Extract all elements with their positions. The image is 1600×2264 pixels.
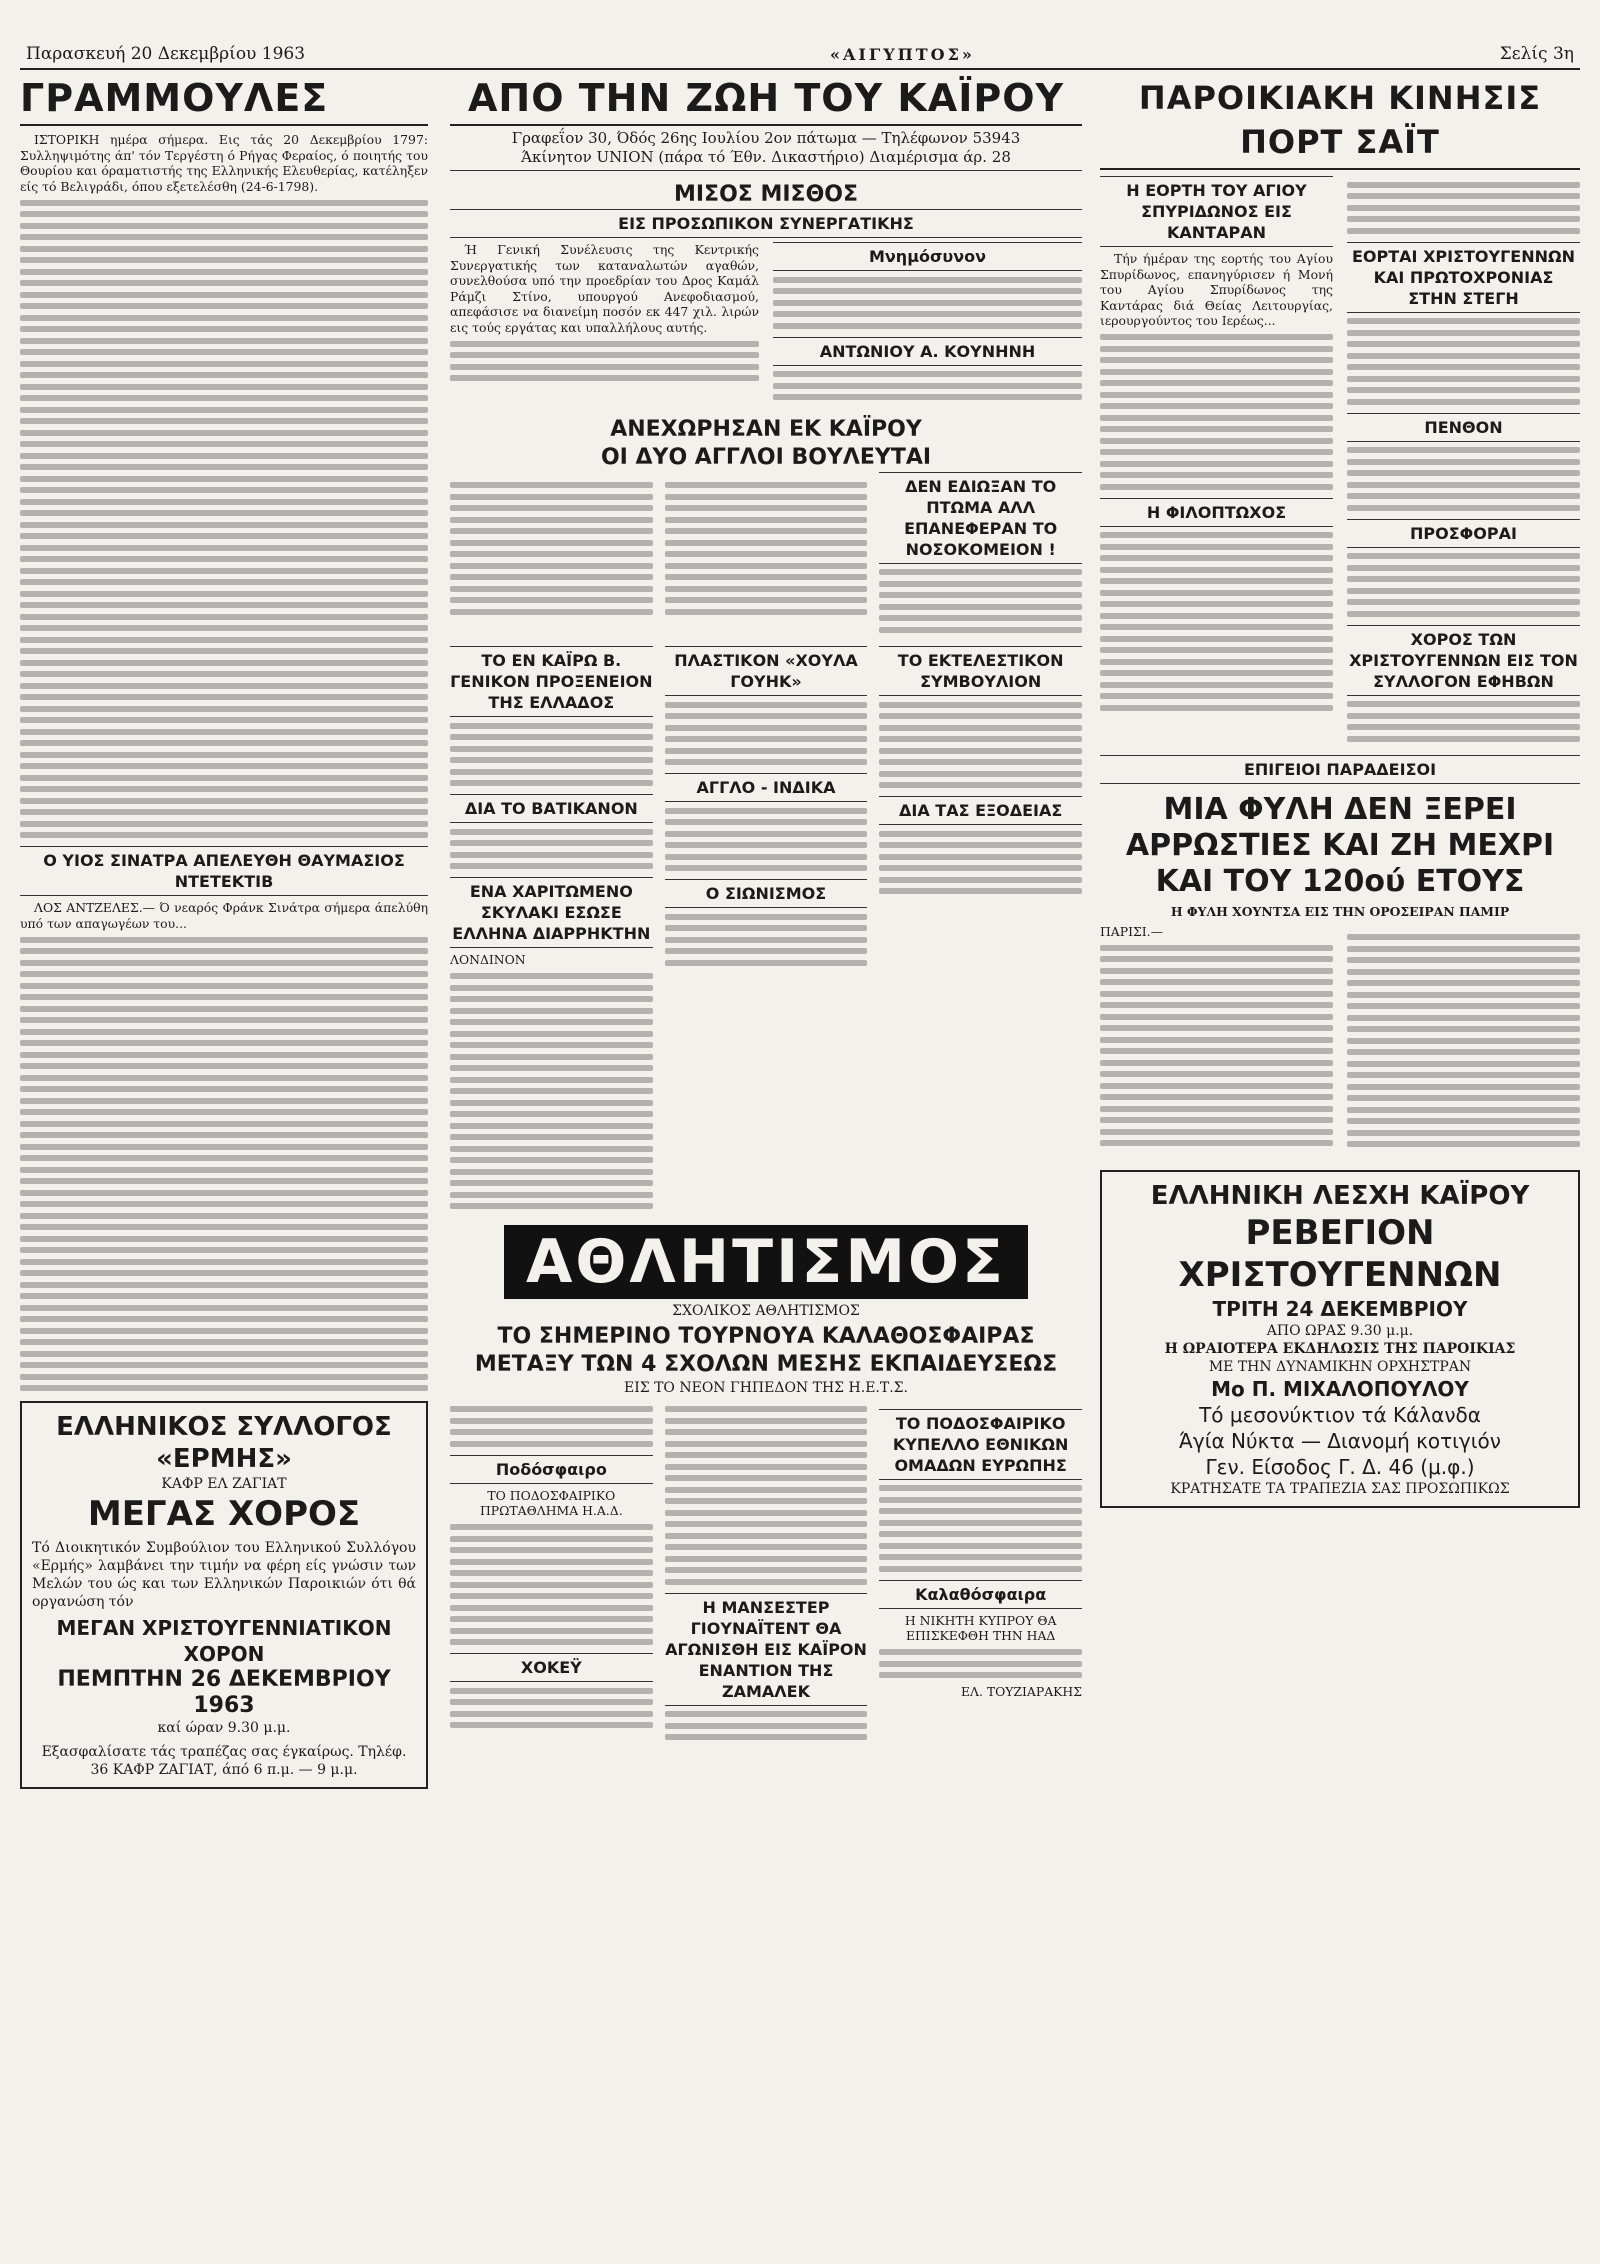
hermes-event: ΜΕΓΑΣ ΧΟΡΟΣ: [87, 1494, 361, 1534]
hermes-ball: ΜΕΓΑΝ ΧΡΙΣΤΟΥΓΕΝΝΙΑΤΙΚΟΝ ΧΟΡΟΝ: [56, 1616, 392, 1666]
sports-banner: ΑΘΛΗΤΙΣΜΟΣ: [504, 1225, 1028, 1299]
hermes-name: ΕΛΛΗΝΙΚΟΣ ΣΥΛΛΟΓΟΣ «ΕΡΜΗΣ»: [56, 1412, 392, 1474]
consulate-headline: ΤΟ ΕΝ ΚΑΪΡΩ Β. ΓΕΝΙΚΟΝ ΠΡΟΞΕΝΕΙΟΝ ΤΗΣ ΕΛΛΑΔΟΣ: [450, 646, 653, 717]
newspaper-name: «ΑΙΓΥΠΤΟΣ»: [829, 44, 975, 64]
page-number: Σελίς 3η: [1499, 44, 1574, 64]
club-orchestra: ΜΕ ΤΗΝ ΔΥΝΑΜΙΚΗΝ ΟΡΧΗΣΤΡΑΝ: [1208, 1358, 1472, 1375]
club-time: ΑΠΟ ΩΡΑΣ 9.30 μ.μ.: [1266, 1322, 1414, 1339]
euro-cup-headline: ΤΟ ΠΟΔΟΣΦΑΙΡΙΚΟ ΚΥΠΕΛΛΟ ΕΘΝΙΚΩΝ ΟΜΑΔΩΝ ΕΥΡΩΠΗΣ: [879, 1409, 1082, 1480]
hockey-headline: ΧΟΚΕΫ: [450, 1653, 653, 1682]
article-lead: ΙΣΤΟΡΙΚΗ ημέρα σήμερα. Εις τάς 20 Δεκεμβρίου 1797: Συλληψιμότης άπ' τόν Τεργέστη ό Ρήγας Φεραίος, ό ποιητής του Θουρίου και όραματιστής της Ελληνικής Ελευθερίας, κατέληξεν είς τό Βελιγράδι, όπου εξετελέσθη (24-6-1798).: [20, 132, 428, 194]
hermes-address: ΚΑΦΡ ΕΛ ΖΑΓΙΑΤ: [161, 1476, 287, 1492]
column-port-said: [1100, 76, 1580, 2196]
club-footer: ΚΡΑΤΗΣΑΤΕ ΤΑ ΤΡΑΠΕΖΙΑ ΣΑΣ ΠΡΟΣΩΠΙΚΩΣ: [1170, 1480, 1510, 1497]
anglo-indian-headline: ΑΓΓΛΟ - ΙΝΔΙΚΑ: [665, 773, 868, 802]
sinatra-lead: ΛΟΣ ΑΝΤΖΕΛΕΣ.— Ό νεαρός Φράνκ Σινάτρα σήμερα άπελύθη υπό των απαγωγέων του...: [20, 900, 428, 931]
address-line-2: Άκίνητον UNION (πάρα τό Έθν. Δικαστήριο) Διαμέρισμα άρ. 28: [521, 148, 1011, 166]
paradise-kicker: ΕΠΙΓΕΙΟΙ ΠΑΡΑΔΕΙΣΟΙ: [1100, 755, 1580, 784]
manchester-headline: Η ΜΑΝΣΕΣΤΕΡ ΓΙΟΥΝΑΪΤΕΝΤ ΘΑ ΑΓΩΝΙΣΘΗ ΕΙΣ ΚΑΪΡΟΝ ΕΝΑΝΤΙΟΝ ΤΗΣ ΖΑΜΑΛΕΚ: [665, 1593, 868, 1706]
misos-lead: Ή Γενική Συνέλευσις της Κεντρικής Συνεργατικής των καταναλωτών αγαθών, συνελθούσα υπό την προεδρίαν του Δρος Καμάλ Ράμζι Στίνο, υπουργού Ανεφοδιασμού, απεφάσισε να διανείμη ποσόν εκ 447 χιλ. λιρών εις τούς εργάτας και υπαλλήλους αυτής.: [450, 242, 759, 335]
dog-headline: ΕΝΑ ΧΑΡΙΤΩΜΕΝΟ ΣΚΥΛΑΚΙ ΕΣΩΣΕ ΕΛΛΗΝΑ ΔΙΑΡΡΗΚΤΗΝ: [450, 877, 653, 948]
club-name: ΕΛΛΗΝΙΚΗ ΛΕΣΧΗ ΚΑΪΡΟΥ: [1150, 1180, 1530, 1211]
hermes-text: Τό Διοικητικόν Συμβούλιον του Ελληνικού Συλλόγου «Ερμής» λαμβάνει την τιμήν να φέρη είς γνώσιν των Μελών του ώς και των Ελληνικών Παροικιών ότι θά οργανώση τόν: [32, 1540, 416, 1610]
club-line: Η ΩΡΑΙΟΤΕΡΑ ΕΚΔΗΛΩΣΙΣ ΤΗΣ ΠΑΡΟΙΚΙΑΣ: [1164, 1340, 1516, 1357]
hermes-footer: Εξασφαλίσατε τάς τραπέζας σας έγκαίρως. Τηλέφ. 36 ΚΑΦΡ ΖΑΓΙΑΤ, άπό 6 π.μ. — 9 μ.μ.: [41, 1744, 407, 1778]
sinatra-headline: Ο ΥΙΟΣ ΣΙΝΑΤΡΑ ΑΠΕΛΕΥΘΗ ΘΑΥΜΑΣΙΟΣ ΝΤΕΤΕΚΤΙΒ: [20, 846, 428, 896]
issue-date: Παρασκευή 20 Δεκεμβρίου 1963: [26, 44, 306, 64]
hospital-headline: ΔΕΝ ΕΔΙΩΞΑΝ ΤΟ ΠΤΩΜΑ ΑΛΛ ΕΠΑΝΕΦΕΡΑΝ ΤΟ ΝΟΣΟΚΟΜΕΙΟΝ !: [879, 472, 1082, 564]
sports-section: [450, 1225, 1082, 1397]
column-title: ΑΠΟ ΤΗΝ ΖΩΗ ΤΟΥ ΚΑΪΡΟΥ: [450, 76, 1082, 126]
dog-place: ΛΟΝΔΙΝΟΝ: [450, 952, 526, 967]
column-title: ΠΑΡΟΙΚΙΑΚΗ ΚΙΝΗΣΙΣ ΠΟΡΤ ΣΑΪΤ: [1100, 76, 1580, 170]
basketball-tournament-headline: ΤΟ ΣΗΜΕΡΙΝΟ ΤΟΥΡΝΟΥΑ ΚΑΛΑΘΟΣΦΑΙΡΑΣ ΜΕΤΑΞΥ ΤΩΝ 4 ΣΧΟΛΩΝ ΜΕΣΗΣ ΕΚΠΑΙΔΕΥΣΕΩΣ: [474, 1323, 1058, 1377]
office-address: [450, 126, 1082, 171]
school-sports-label: ΣΧΟΛΙΚΟΣ ΑΘΛΗΤΙΣΜΟΣ: [672, 1302, 860, 1319]
departure-headline: ΑΝΕΧΩΡΗΣΑΝ ΕΚ ΚΑΪΡΟΥ: [610, 416, 922, 442]
hermes-advertisement: [20, 1401, 428, 1789]
misos-article: [450, 242, 759, 335]
sinatra-article: [20, 900, 428, 931]
hermes-date: ΠΕΜΠΤΗΝ 26 ΔΕΚΕΜΒΡΙΟΥ 1963: [57, 1667, 391, 1718]
plastic-headline: ΠΛΑΣΤΙΚΟΝ «ΧΟΥΛΑ ΓΟΥΗΚ»: [665, 646, 868, 696]
feast-article: [1100, 251, 1333, 329]
offerings-headline: ΠΡΟΣΦΟΡΑΙ: [1347, 519, 1580, 548]
address-line-1: Γραφεΐον 30, Όδός 26ης Ιουλίου 2ον πάτωμα — Τηλέφωνον 53943: [511, 129, 1021, 147]
basketball-headline: Καλαθόσφαιρα: [879, 1580, 1082, 1609]
column-cairo-life: [450, 76, 1082, 2196]
tournament-venue: ΕΙΣ ΤΟ ΝΕΟΝ ΓΗΠΕΔΟΝ ΤΗΣ Η.Ε.Τ.Σ.: [623, 1379, 908, 1396]
executive-headline: ΤΟ ΕΚΤΕΛΕΣΤΙΚΟΝ ΣΥΜΒΟΥΛΙΟΝ: [879, 646, 1082, 696]
club-midnight: Τό μεσονύκτιον τά Κάλανδα: [1199, 1402, 1481, 1427]
club-event-2: ΧΡΙΣΤΟΥΓΕΝΝΩΝ: [1178, 1254, 1502, 1295]
mourning-headline: ΠΕΝΘΟΝ: [1347, 413, 1580, 442]
tribe-place: ΠΑΡΙΣΙ.—: [1100, 923, 1163, 939]
club-entry: Γεν. Είσοδος Γ. Δ. 46 (μ.φ.): [1205, 1454, 1475, 1479]
sports-signature: ΕΛ. ΤΟΥΖΙΑΡΑΚΗΣ: [960, 1683, 1082, 1699]
tribe-subheadline: Η ΦΥΛΗ ΧΟΥΝΤΣΑ ΕΙΣ ΤΗΝ ΟΡΟΣΕΙΡΑΝ ΠΑΜΙΡ: [1170, 904, 1510, 919]
memorial-name: ΑΝΤΩΝΙΟΥ Α. ΚΟΥΝΗΝΗ: [773, 337, 1082, 366]
page-header: [20, 40, 1580, 70]
feast-headline: Η ΕΟΡΤΗ ΤΟΥ ΑΓΙΟΥ ΣΠΥΡΙΔΩΝΟΣ ΕΙΣ ΚΑΝΤΑΡΑΝ: [1100, 176, 1333, 247]
text-block: [20, 200, 428, 839]
club-date: ΤΡΙΤΗ 24 ΔΕΚΕΜΒΡΙΟΥ: [1212, 1296, 1468, 1321]
feast-lead: Τήν ήμέραν της εορτής του Αγίου Σπυρίδωνος, επανηγύρισεν ή Μονή του Αγίου Σπυρίδωνος της Καντάρας διά Θείας Λειτουργίας, ιερουργούντος του Ιερέως...: [1100, 251, 1333, 328]
vatican-headline: ΔΙΑ ΤΟ ΒΑΤΙΚΑΝΟΝ: [450, 794, 653, 823]
text-block: [20, 937, 428, 1392]
club-night: Άγία Νύκτα — Διανομή κοτιγιόν: [1179, 1428, 1501, 1453]
misos-headline: ΜΙΣΟΣ ΜΙΣΘΟΣ: [673, 182, 859, 207]
hermes-time: καί ώραν 9.30 μ.μ.: [157, 1720, 291, 1736]
football-headline: Ποδόσφαιρο: [450, 1455, 653, 1484]
memorial-title: Μνημόσυνον: [773, 242, 1082, 271]
column-grammoules: [20, 76, 428, 2196]
dance-headline: ΧΟΡΟΣ ΤΩΝ ΧΡΙΣΤΟΥΓΕΝΝΩΝ ΕΙΣ ΤΟΝ ΣΥΛΛΟΓΟΝ ΕΦΗΒΩΝ: [1347, 625, 1580, 696]
football-subheadline: ΤΟ ΠΟΔΟΣΦΑΙΡΙΚΟ ΠΡΩΤΑΘΛΗΜΑ Η.Α.Δ.: [480, 1487, 623, 1518]
departure-subheadline: ΟΙ ΔΥΟ ΑΓΓΛΟΙ ΒΟΥΛΕΥΤΑΙ: [600, 444, 932, 470]
club-event: ΡΕΒΕΓΙΟΝ: [1245, 1212, 1435, 1253]
misos-subheadline: ΕΙΣ ΠΡΟΣΩΠΙΚΟΝ ΣΥΝΕΡΓΑΤΙΚΗΣ: [450, 209, 1082, 238]
holidays-headline: ΔΙΑ ΤΑΣ ΕΞΟΔΕΙΑΣ: [879, 796, 1082, 825]
article-historic-day: [20, 132, 428, 194]
club-band: Μο Π. ΜΙΧΑΛΟΠΟΥΛΟΥ: [1211, 1376, 1469, 1401]
greek-club-advertisement: [1100, 1170, 1580, 1508]
column-title: ΓΡΑΜΜΟΥΛΕΣ: [20, 76, 428, 126]
xmas-headline: ΕΟΡΤΑΙ ΧΡΙΣΤΟΥΓΕΝΝΩΝ ΚΑΙ ΠΡΩΤΟΧΡΟΝΙΑΣ ΣΤΗΝ ΣΤΕΓΗ: [1347, 242, 1580, 313]
philoptochos-headline: Η ΦΙΛΟΠΤΩΧΟΣ: [1100, 498, 1333, 527]
basketball-subheadline: Η ΝΙΚΗΤΗ ΚΥΠΡΟΥ ΘΑ ΕΠΙΣΚΕΦΘΗ ΤΗΝ ΗΑΔ: [904, 1612, 1057, 1643]
tribe-headline: ΜΙΑ ΦΥΛΗ ΔΕΝ ΞΕΡΕΙ ΑΡΡΩΣΤΙΕΣ ΚΑΙ ΖΗ ΜΕΧΡΙ ΚΑΙ ΤΟΥ 120ού ΕΤΟΥΣ: [1125, 792, 1555, 899]
sionism-headline: Ο ΣΙΩΝΙΣΜΟΣ: [665, 879, 868, 908]
